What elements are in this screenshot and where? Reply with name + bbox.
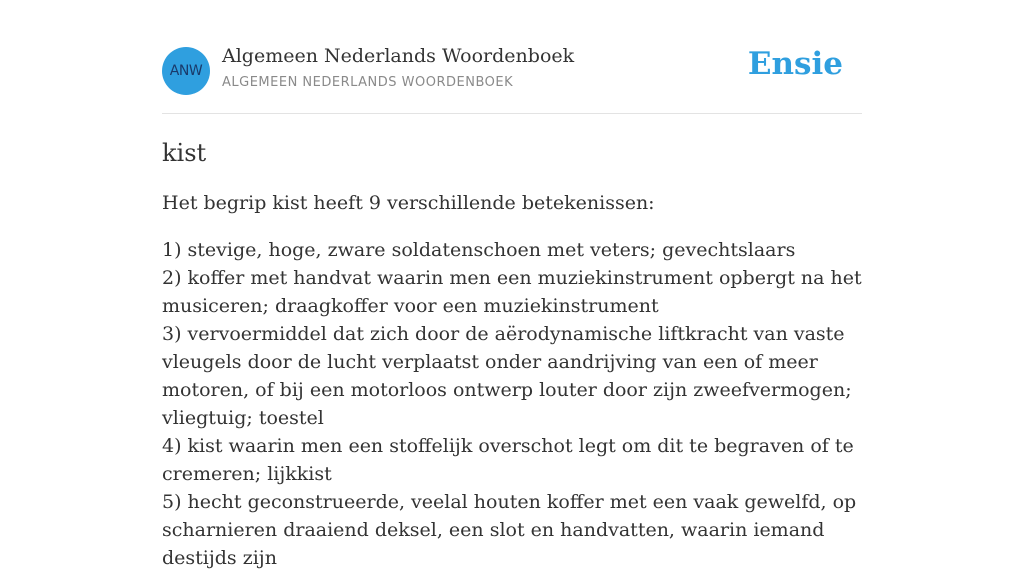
word-title: kist <box>162 139 207 167</box>
meaning-item: 4) kist waarin men een stoffelijk overschot legt om dit te begraven of te cremeren; lijkkist <box>162 435 854 485</box>
page <box>162 0 862 572</box>
anw-logo[interactable] <box>162 47 210 95</box>
dictionary-subtitle: ALGEMEEN NEDERLANDS WOORDENBOEK <box>222 75 514 90</box>
dictionary-title[interactable]: Algemeen Nederlands Woordenboek <box>222 45 575 67</box>
meaning-item: 1) stevige, hoge, zware soldatenschoen met veters; gevechtslaars <box>162 239 796 261</box>
meanings-list <box>162 236 862 572</box>
site-header <box>162 0 862 114</box>
ensie-brand-logo[interactable]: Ensie <box>747 46 843 82</box>
meaning-item: 3) vervoermiddel dat zich door de aërodynamische liftkracht van vaste vleugels door de lucht verplaatst onder aandrijving van een of meer motoren, of bij een motorloos ontwerp louter door zijn zweefvermogen; vliegtuig; toestel <box>162 323 852 429</box>
meaning-item: 5) hecht geconstrueerde, veelal houten koffer met een vaak gewelfd, op scharnieren draaiend deksel, een slot en handvatten, waarin iemand destijds zijn <box>162 491 857 569</box>
meanings-intro: Het begrip kist heeft 9 verschillende betekenissen: <box>162 192 655 214</box>
logo-text: ANW <box>169 63 203 79</box>
meaning-item: 2) koffer met handvat waarin men een muziekinstrument opbergt na het musiceren; draagkoffer voor een muziekinstrument <box>162 267 862 317</box>
